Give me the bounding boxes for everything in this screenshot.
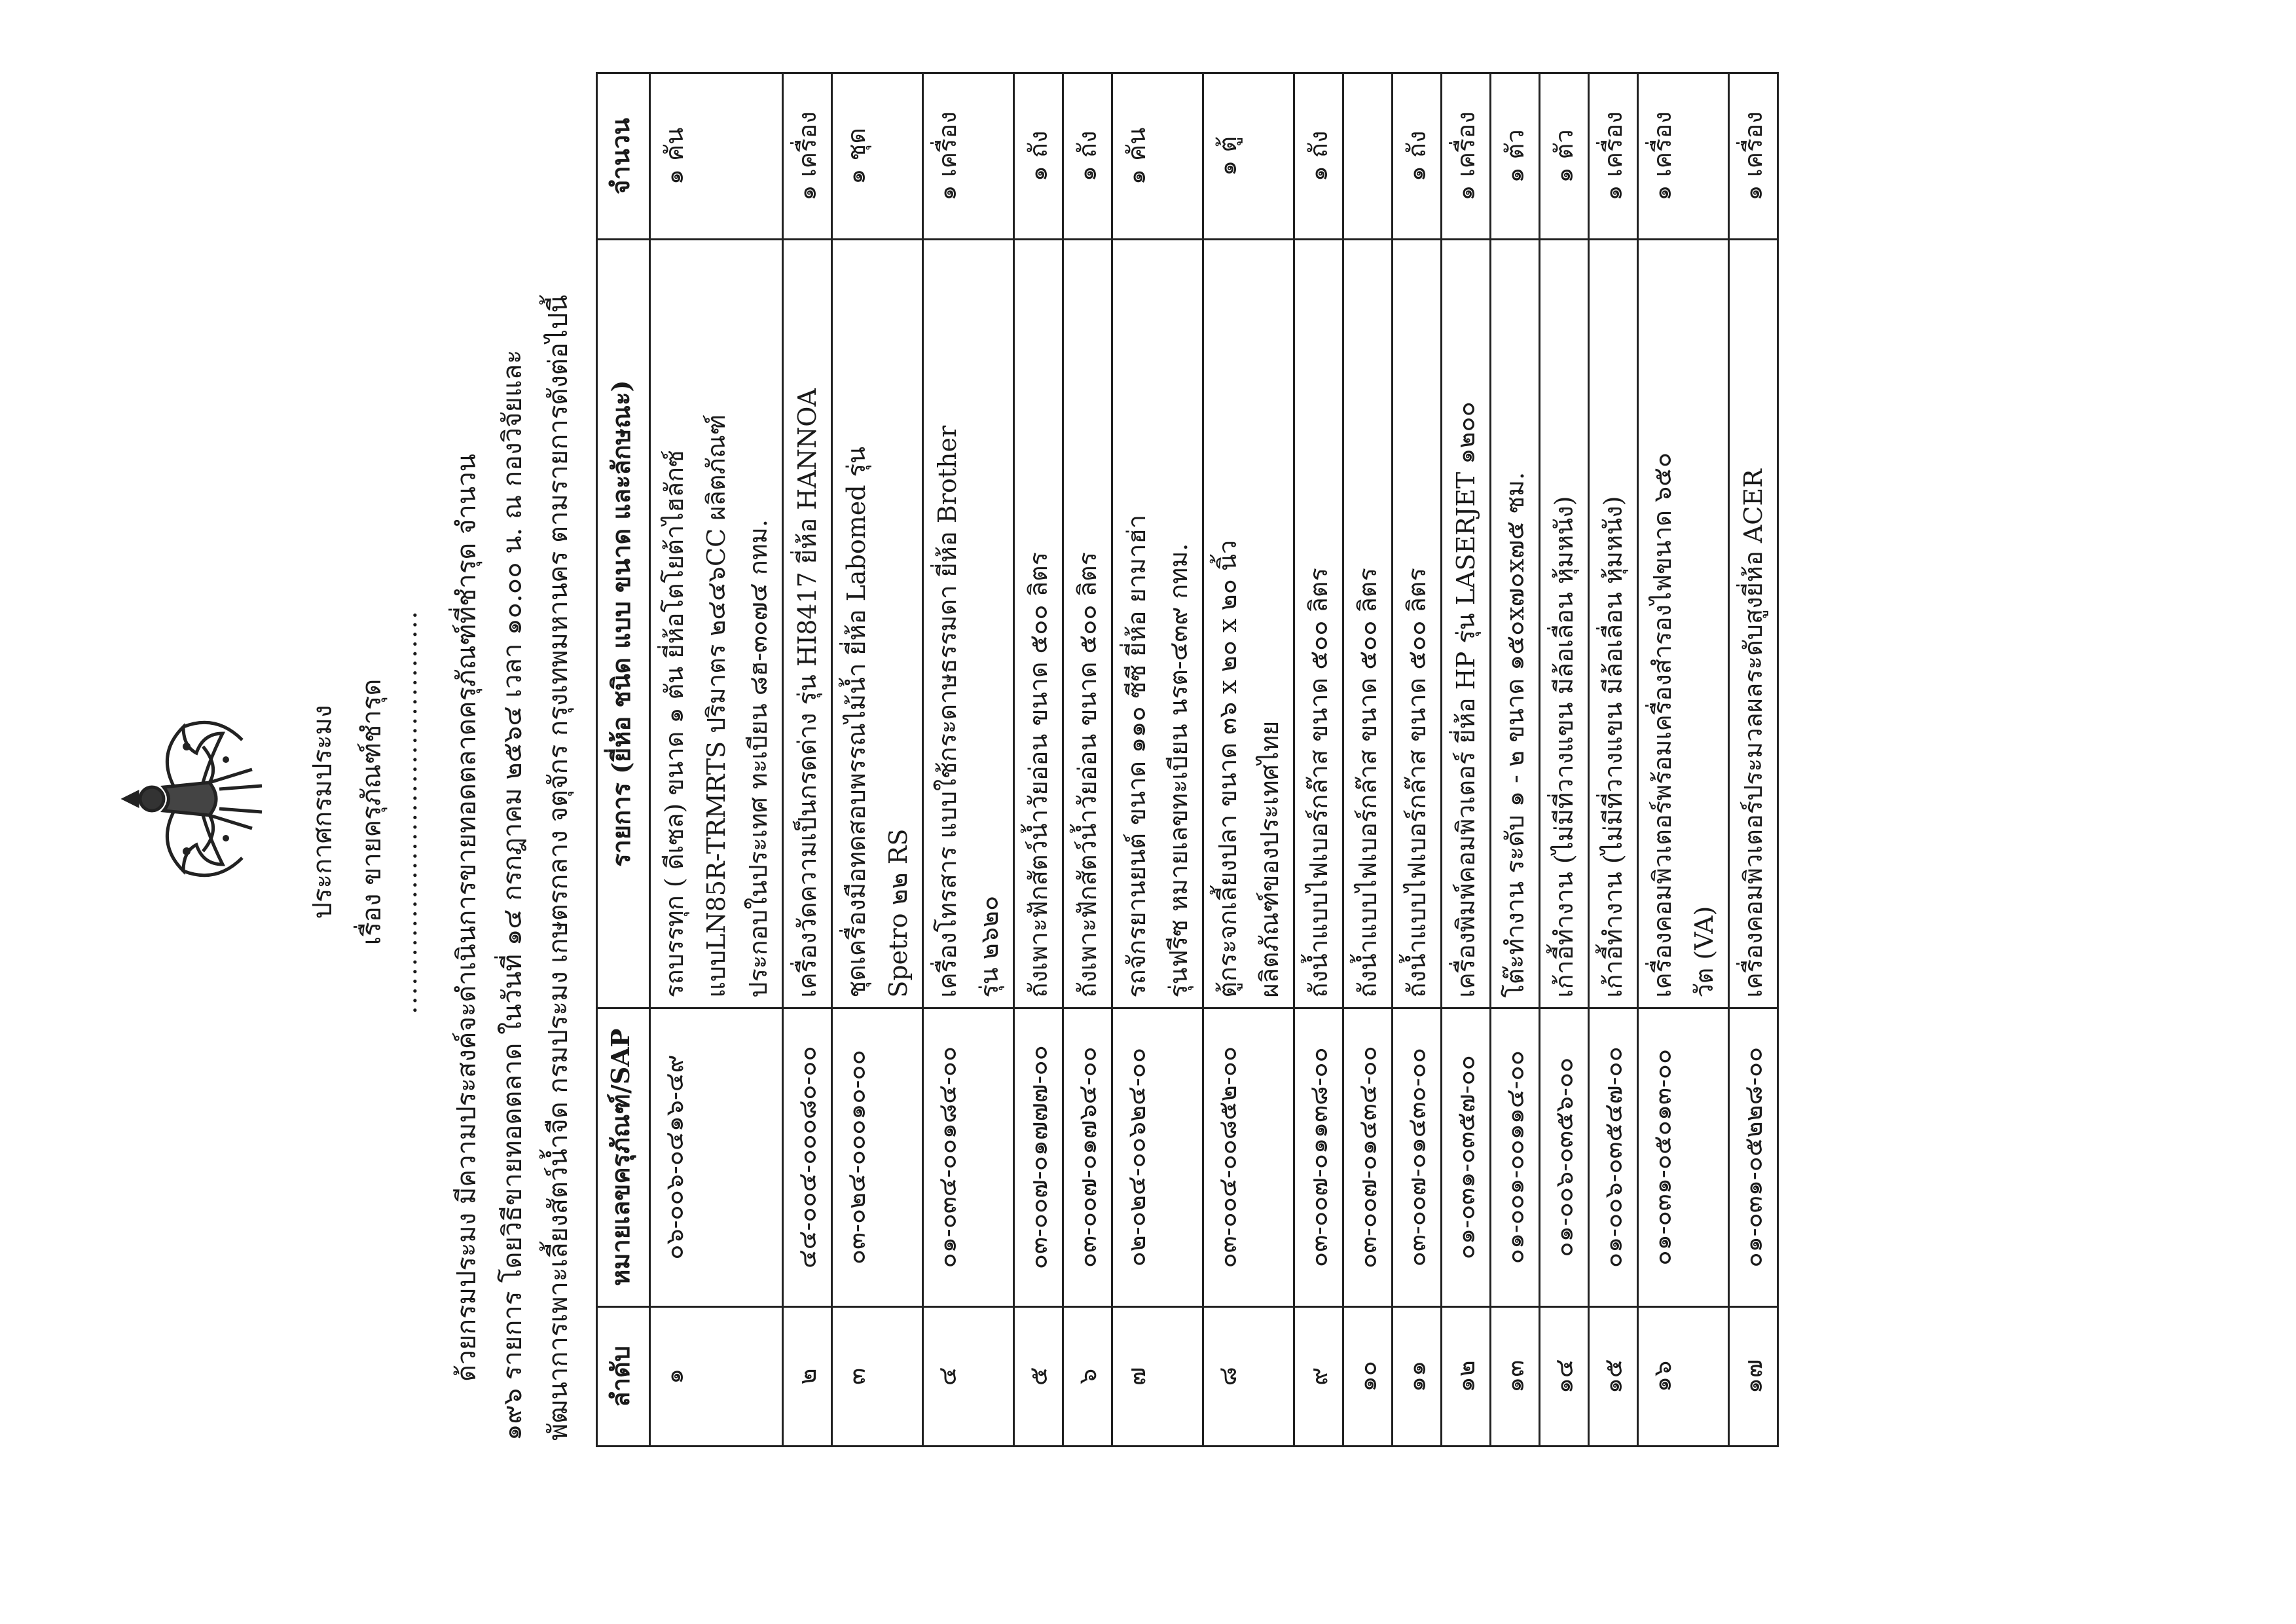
row-number: ๑ <box>650 1306 783 1446</box>
row-description: ชุดเครื่องมือทดสอบพรรณไม้น้ำ ยี่ห้อ Labomed รุ่น Spetro ๒๒ RS <box>832 239 923 1008</box>
row-quantity: ๑ ตัว <box>1540 73 1589 240</box>
row-description: เครื่องคอมพิวเตอร์ประมวลผลระดับสูงยี่ห้อ ACER <box>1729 239 1778 1008</box>
row-asset-code: ๐๑-๐๐๑-๐๐๑๑๔-๐๐ <box>1491 1008 1540 1306</box>
row-quantity: ๑ ตัว <box>1491 73 1540 240</box>
title-divider: .......................................... <box>393 609 423 1015</box>
row-description: เครื่องวัดความเป็นกรดด่าง รุ่น HI8417 ยี่ห้อ HANNOA <box>783 239 832 1008</box>
row-number: ๕ <box>1014 1306 1063 1446</box>
row-quantity: ๑ เครื่อง <box>923 73 1014 240</box>
row-asset-code: ๐๒-๐๒๔-๐๐๖๒๔-๐๐ <box>1112 1008 1203 1306</box>
row-quantity: ๑ ถัง <box>1014 73 1063 240</box>
intro-line-3: พัฒนาการเพาะเลี้ยงสัตว์น้ำจืด กรมประมง เกษตรกลาง จตุจักร กรุงเทพมหานคร ตามรายการดังต่อไปนี้ <box>543 295 574 1441</box>
table-row <box>1393 73 1442 1447</box>
table-row <box>1112 73 1203 1447</box>
page-subtitle: เรื่อง ขายครุภัณฑ์ชำรุด <box>357 678 387 946</box>
row-quantity: ๑ คัน <box>1112 73 1203 240</box>
table-row <box>650 73 783 1447</box>
row-quantity: ๑ เครื่อง <box>1729 73 1778 240</box>
header-qty: จำนวน <box>597 73 650 240</box>
row-quantity: ๑ ชุด <box>832 73 923 240</box>
items-table <box>596 72 1779 1447</box>
header-desc: รายการ (ยี่ห้อ ชนิด แบบ ขนาด และลักษณะ) <box>597 239 650 1008</box>
row-number: ๑๐ <box>1343 1306 1393 1446</box>
table-row <box>1203 73 1294 1447</box>
table-row <box>1491 73 1540 1447</box>
intro-line-2: ๑๙๖ รายการ โดยวิธีขายทอดตลาด ในวันที่ ๑๔ กรกฎาคม ๒๕๖๔ เวลา ๑๐.๐๐ น. ณ กองวิจัยและ <box>498 350 528 1441</box>
row-number: ๙ <box>1294 1306 1343 1446</box>
row-asset-code: ๔๔-๐๐๔-๐๐๐๘๐-๐๐ <box>783 1008 832 1306</box>
row-description: ถังน้ำแบบไฟเบอร์กล๊าส ขนาด ๕๐๐ ลิตร <box>1343 239 1393 1008</box>
table-row <box>1294 73 1343 1447</box>
table-row <box>1343 73 1393 1447</box>
table-row <box>1014 73 1063 1447</box>
row-number: ๒ <box>783 1306 832 1446</box>
row-quantity <box>1343 73 1393 240</box>
table-row <box>1063 73 1112 1447</box>
table-row <box>832 73 923 1447</box>
row-number: ๖ <box>1063 1306 1112 1446</box>
row-asset-code: ๐๑-๐๓๑-๐๕๒๒๘-๐๐ <box>1729 1008 1778 1306</box>
row-asset-code: ๐๓-๐๐๗-๐๑๔๓๐-๐๐ <box>1393 1008 1442 1306</box>
row-description: ถังน้ำแบบไฟเบอร์กล๊าส ขนาด ๕๐๐ ลิตร <box>1294 239 1343 1008</box>
header-no: ลำดับ <box>597 1306 650 1446</box>
row-number: ๔ <box>923 1306 1014 1446</box>
row-asset-code: ๐๓-๐๒๔-๐๐๐๑๐-๐๐ <box>832 1008 923 1306</box>
row-quantity: ๑ เครื่อง <box>783 73 832 240</box>
row-description: ถังน้ำแบบไฟเบอร์กล๊าส ขนาด ๕๐๐ ลิตร <box>1393 239 1442 1008</box>
page-title: ประกาศกรมประมง <box>308 705 338 919</box>
row-asset-code: ๐๑-๐๐๖-๐๓๕๔๗-๐๐ <box>1589 1008 1638 1306</box>
row-number: ๑๑ <box>1393 1306 1442 1446</box>
intro-line-1: ด้วยกรมประมง มีความประสงค์จะดำเนินการขายทอดตลาดครุภัณฑ์ที่ชำรุด จำนวน <box>452 454 482 1382</box>
row-asset-code: ๐๓-๐๐๗-๐๑๗๖๔-๐๐ <box>1063 1008 1112 1306</box>
row-description: เก้าอี้ทำงาน (ไม่มีที่วางแขน มีล้อเลื่อน หุ้มหนัง) <box>1540 239 1589 1008</box>
table-row <box>1540 73 1589 1447</box>
row-quantity: ๑ ถัง <box>1294 73 1343 240</box>
garuda-emblem-icon <box>111 707 275 891</box>
header-code: หมายเลขครุภัณฑ์/SAP <box>597 1008 650 1306</box>
row-number: ๑๕ <box>1589 1306 1638 1446</box>
table-row <box>1442 73 1491 1447</box>
row-quantity: ๑ คัน <box>650 73 783 240</box>
row-asset-code: ๐๓-๐๐๗-๐๑๗๗๗-๐๐ <box>1014 1008 1063 1306</box>
row-number: ๘ <box>1203 1306 1294 1446</box>
row-asset-code: ๐๓-๐๐๗-๐๑๑๓๘-๐๐ <box>1294 1008 1343 1306</box>
row-number: ๑๓ <box>1491 1306 1540 1446</box>
row-description: เครื่องโทรสาร แบบใช้กระดาษธรรมดา ยี่ห้อ Brother รุ่น ๒๖๒๐ <box>923 239 1014 1008</box>
row-description: เก้าอี้ทำงาน (ไม่มีที่วางแขน มีล้อเลื่อน หุ้มหนัง) <box>1589 239 1638 1008</box>
row-quantity: ๑ ถัง <box>1063 73 1112 240</box>
row-description: ตู้กระจกเลี้ยงปลา ขนาด ๓๖ x ๒๐ x ๒๐ นิ้ว ผลิตภัณฑ์ของประเทศไทย <box>1203 239 1294 1008</box>
row-number: ๑๖ <box>1638 1306 1729 1446</box>
table-row <box>923 73 1014 1447</box>
row-asset-code: ๐๓-๐๐๗-๐๑๔๓๔-๐๐ <box>1343 1008 1393 1306</box>
table-header-row <box>597 73 650 1447</box>
row-description: ถังเพาะฟักสัตว์น้ำวัยอ่อน ขนาด ๕๐๐ ลิตร <box>1014 239 1063 1008</box>
table-row <box>1638 73 1729 1447</box>
row-quantity: ๑ ตู้ <box>1203 73 1294 240</box>
row-quantity: ๑ เครื่อง <box>1589 73 1638 240</box>
table-row <box>1589 73 1638 1447</box>
row-asset-code: ๐๓-๐๐๔-๐๐๘๕๒-๐๐ <box>1203 1008 1294 1306</box>
row-number: ๓ <box>832 1306 923 1446</box>
row-asset-code: ๐๑-๐๓๑-๐๕๐๑๓-๐๐ <box>1638 1008 1729 1306</box>
row-number: ๗ <box>1112 1306 1203 1446</box>
row-quantity: ๑ ถัง <box>1393 73 1442 240</box>
row-description: โต๊ะทำงาน ระดับ ๑ - ๒ ขนาด ๑๕๐x๗๐x๗๕ ซม. <box>1491 239 1540 1008</box>
row-number: ๑๗ <box>1729 1306 1778 1446</box>
row-number: ๑๔ <box>1540 1306 1589 1446</box>
table-row <box>1729 73 1778 1447</box>
row-description: เครื่องพิมพ์คอมพิวเตอร์ ยี่ห้อ HP รุ่น LASERJET ๑๒๐๐ <box>1442 239 1491 1008</box>
row-description: เครื่องคอมพิวเตอร์พร้อมเครื่องสำรองไฟขนาด ๖๕๐ วัต (VA) <box>1638 239 1729 1008</box>
row-number: ๑๒ <box>1442 1306 1491 1446</box>
row-description: รถจักรยานยนต์ ขนาด ๑๑๐ ซีซี ยี่ห้อ ยามาฮ่า รุ่นฟรีซ หมายเลขทะเบียน นรต-๔๓๙ กทม. <box>1112 239 1203 1008</box>
row-asset-code: ๐๑-๐๓๔-๐๐๑๘๔-๐๐ <box>923 1008 1014 1306</box>
row-asset-code: ๐๑-๐๓๑-๐๓๕๗-๐๐ <box>1442 1008 1491 1306</box>
row-asset-code: ๐๑-๐๐๖-๐๓๕๖-๐๐ <box>1540 1008 1589 1306</box>
row-quantity: ๑ เครื่อง <box>1442 73 1491 240</box>
row-description: ถังเพาะฟักสัตว์น้ำวัยอ่อน ขนาด ๕๐๐ ลิตร <box>1063 239 1112 1008</box>
row-quantity: ๑ เครื่อง <box>1638 73 1729 240</box>
row-asset-code: ๐๖-๐๐๖-๐๔๑๖-๔๙ <box>650 1008 783 1306</box>
row-description: รถบรรทุก ( ดีเซล) ขนาด ๑ ตัน ยี่ห้อโตโยต้าไฮลักซ์ แบบLN85R-TRMRTS ปริมาตร ๒๔๔๖CC ผลิตภัณฑ์ ประกอบในประเทศ ทะเบียน ๘ฮ-๓๐๗๔ กทม. <box>650 239 783 1008</box>
table-row <box>783 73 832 1447</box>
